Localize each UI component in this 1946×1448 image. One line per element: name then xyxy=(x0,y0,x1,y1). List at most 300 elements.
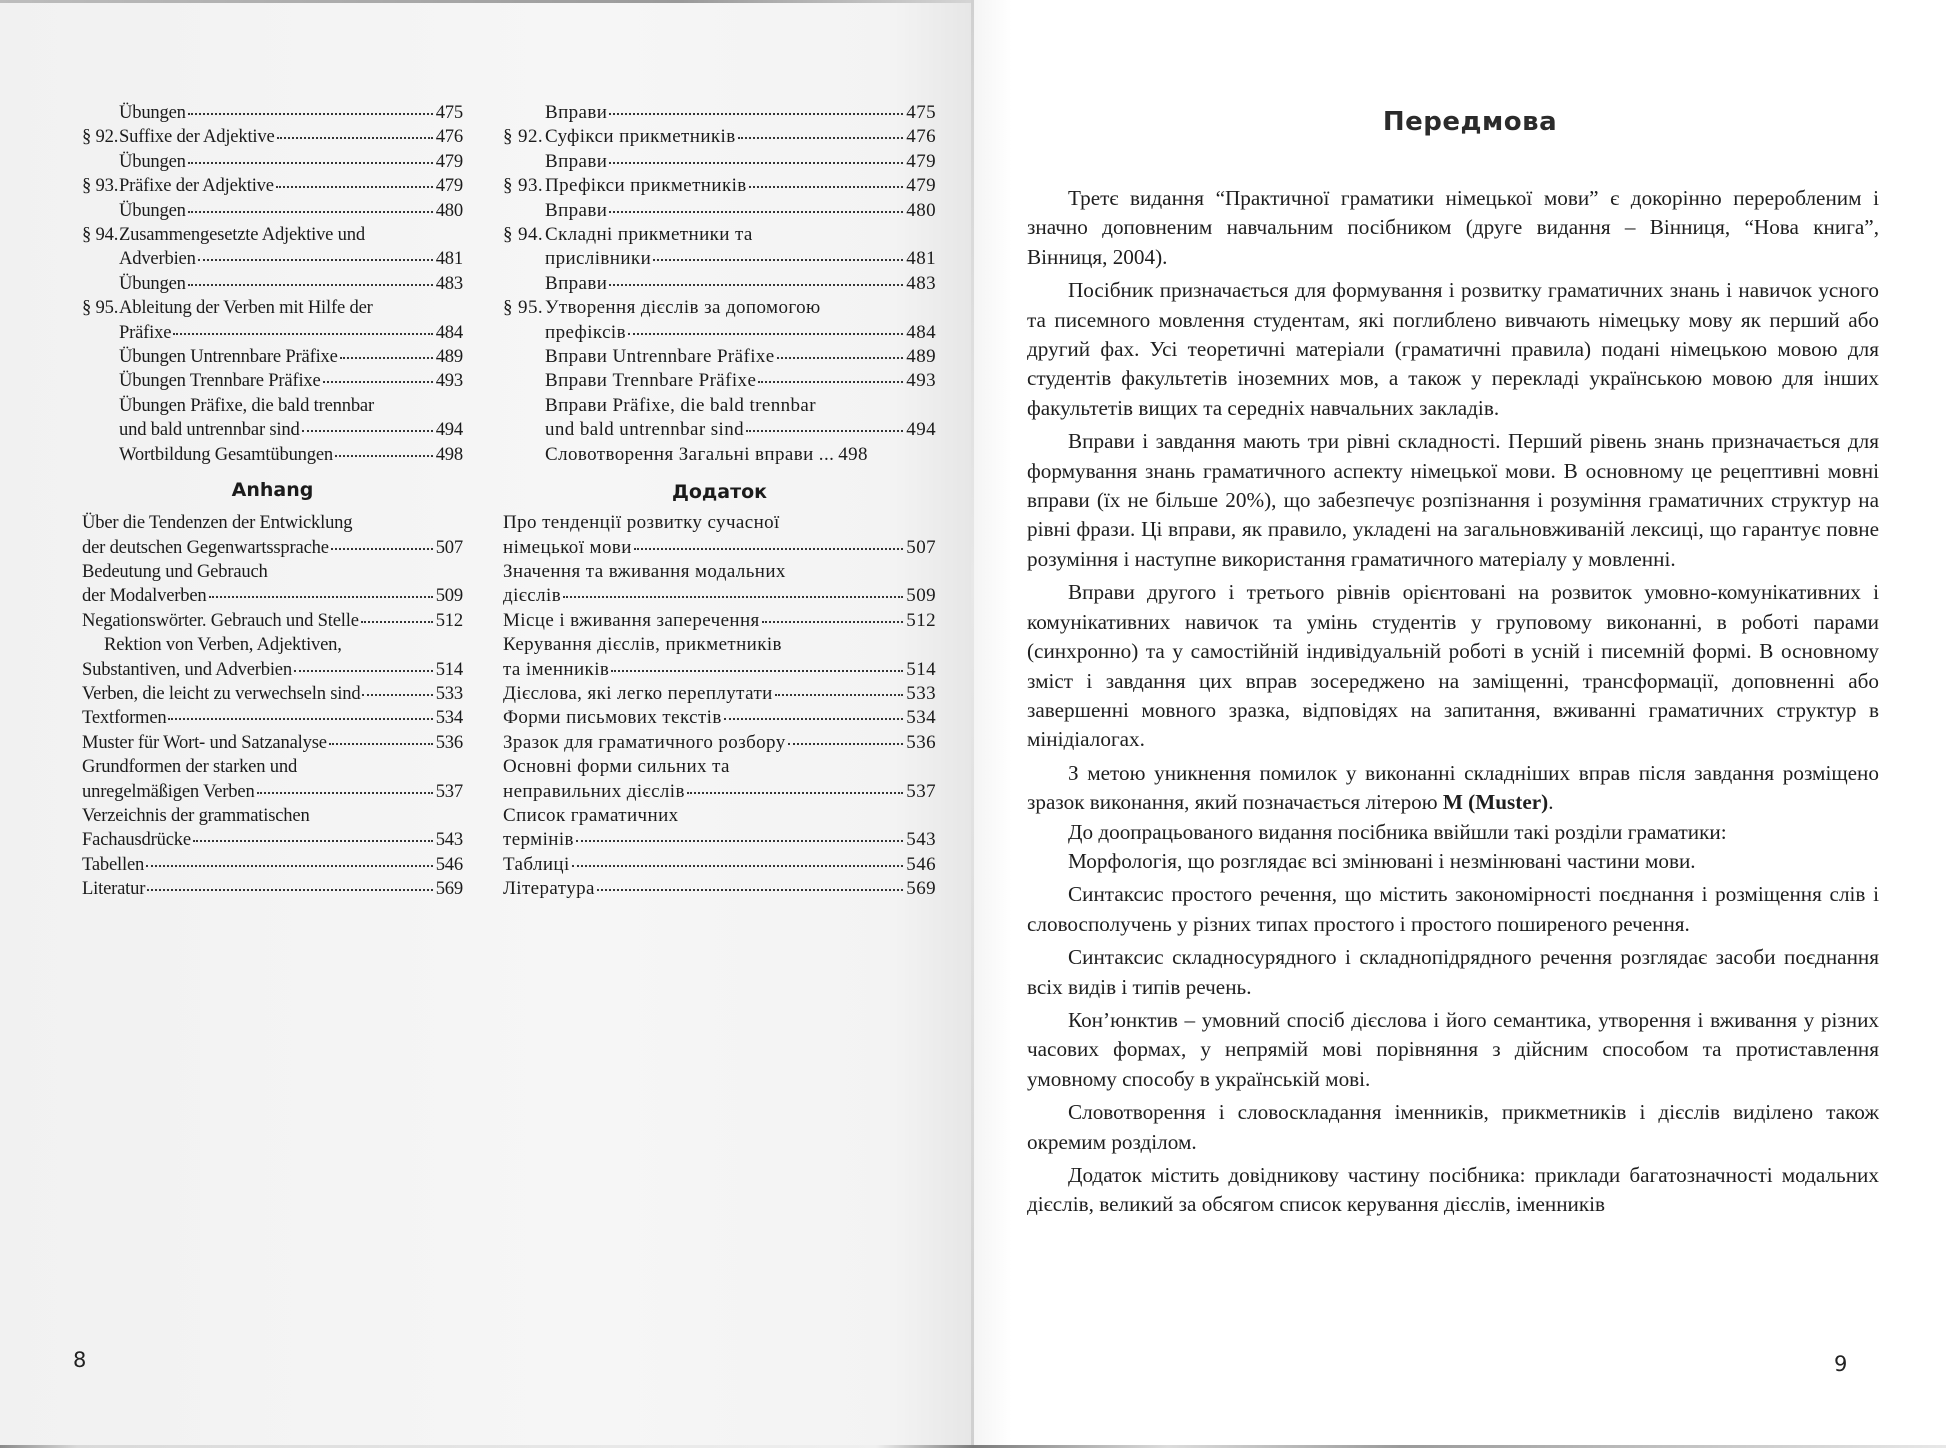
toc-entry-line xyxy=(545,369,936,393)
toc-page-number: 480 xyxy=(435,199,463,221)
toc-dot-leader xyxy=(576,840,903,842)
toc-dot-leader xyxy=(276,186,433,188)
toc-dot-leader xyxy=(294,670,433,672)
toc-entry-line xyxy=(545,443,936,467)
toc-appendix-entry xyxy=(82,682,463,706)
toc-page-number: 512 xyxy=(435,609,463,631)
toc-dot-leader xyxy=(340,357,433,359)
toc-section-number xyxy=(503,345,545,369)
toc-entry-line xyxy=(82,877,463,901)
toc-entry-title: термінів xyxy=(503,829,574,851)
toc-page-number: 476 xyxy=(435,126,463,148)
toc-section-number: § 95. xyxy=(82,297,119,319)
toc-entry xyxy=(82,394,463,443)
toc-entry-title: та іменників xyxy=(503,658,610,680)
toc-entry-line xyxy=(545,272,936,296)
toc-dot-leader xyxy=(609,162,903,164)
toc-appendix-entry xyxy=(503,511,936,560)
toc-entry-body xyxy=(119,199,463,223)
toc-entry-title: Основні форми сильних та xyxy=(503,756,730,778)
muster-label: M (Muster) xyxy=(1442,790,1549,815)
toc-entry-title: Übungen xyxy=(119,199,186,221)
toc-page-number: 479 xyxy=(906,175,936,197)
toc-dot-leader xyxy=(193,840,433,842)
toc-page-number: 480 xyxy=(906,199,936,221)
toc-section-number xyxy=(503,272,545,296)
toc-entry-title: Bedeutung und Gebrauch xyxy=(82,560,268,582)
toc-entry xyxy=(82,369,463,393)
toc-entry xyxy=(82,223,463,272)
toc-page-number: 489 xyxy=(435,346,463,368)
toc-entry-title: Про тенденції розвитку сучасної xyxy=(503,512,780,534)
toc-entry xyxy=(503,223,936,272)
toc-dot-leader xyxy=(746,430,903,432)
toc-page-number: 484 xyxy=(906,321,936,343)
toc-dot-leader xyxy=(777,357,904,359)
toc-entry-line xyxy=(82,706,463,730)
muster-text-before: З метою уникнення помилок у виконанні складніших вправ після завдання розміщено зразок виконання, який позначається літерою xyxy=(1027,760,1879,815)
toc-entry-line xyxy=(503,609,936,633)
toc-page-number: 475 xyxy=(906,102,936,123)
toc-entry-title: Übungen Trennbare Präfixe xyxy=(119,370,321,392)
toc-page-number: 509 xyxy=(435,585,463,607)
toc-entry-title: Wortbildung Gesamtübungen xyxy=(119,443,334,465)
toc-entry-body xyxy=(545,150,936,174)
toc-entry-body xyxy=(545,199,936,223)
toc-dot-leader xyxy=(188,113,433,115)
toc-entry-body xyxy=(119,101,463,125)
preface-paragraph: Додаток містить довідникову частину посібника: приклади багатозначності модальних дієслів, великий за обсягом список керування дієслів, іменників xyxy=(1027,1163,1879,1217)
toc-section-number: § 95. xyxy=(503,297,543,319)
toc-dot-leader xyxy=(361,621,433,623)
muster-text-after: . xyxy=(1548,790,1554,815)
toc-german-appendix-heading: Anhang xyxy=(231,479,314,502)
toc-section-number xyxy=(503,150,545,174)
toc-entry xyxy=(82,150,463,174)
toc-appendix-entry xyxy=(82,755,463,804)
toc-entry xyxy=(82,296,463,345)
toc-entry-title: Вправи xyxy=(545,199,608,221)
toc-entry-title: und bald untrennbar sind xyxy=(545,419,745,441)
toc-page-number: 498 xyxy=(838,443,868,465)
toc-entry-line xyxy=(119,125,463,149)
toc-entry-body xyxy=(545,443,936,467)
preface-paragraph: Посібник призначається для формування і розвитку граматичних знань і навичок усного та писемного мовлення студентам, які поглиблено вивчають німецьку мову як перший або другий фах. Усі теоретичні матеріали (граматичні правила) подані німецькою мовою для студентів факультетів іноземних мов, а також у перекладі українською мовою для інших факультетів вищих та середніх навчальних закладів. xyxy=(1027,278,1879,420)
toc-entry-line xyxy=(82,780,463,804)
toc-page-number: 507 xyxy=(435,536,463,558)
toc-entry-title: Складні прикметники та xyxy=(545,224,753,246)
toc-page-number: 483 xyxy=(906,272,936,294)
toc-section-number xyxy=(82,150,119,174)
toc-entry-body xyxy=(545,296,936,345)
toc-entry-line xyxy=(503,584,936,608)
toc-appendix-entry xyxy=(503,853,936,877)
toc-entry-line xyxy=(82,853,463,877)
toc-entry-body xyxy=(119,272,463,296)
toc-entry-line xyxy=(82,609,463,633)
toc-entry-line xyxy=(82,560,463,584)
toc-entry-line xyxy=(119,369,463,393)
toc-entry-title: Negationswörter. Gebrauch und Stelle xyxy=(82,609,359,631)
toc-entry-title: Список граматичних xyxy=(503,804,679,826)
toc-entry-title: префіксів xyxy=(545,321,626,343)
toc-appendix-entry xyxy=(503,609,936,633)
toc-entry-line xyxy=(545,223,936,247)
book-gutter xyxy=(971,0,974,1448)
toc-dot-leader xyxy=(738,137,904,139)
toc-entry-line xyxy=(545,394,936,418)
toc-dot-leader xyxy=(335,455,433,457)
toc-entry-title: дієслів xyxy=(503,585,562,607)
preface-paragraph: Словотворення і словоскладання іменників, прикметників і дієслів виділено також окремим розділом. xyxy=(1027,1100,1879,1154)
toc-entry xyxy=(82,443,463,467)
toc-entry-title: Форми письмових текстів xyxy=(503,707,722,729)
toc-page-number: 534 xyxy=(906,707,936,729)
toc-page-number: 494 xyxy=(435,419,463,441)
toc-entry-title: Grundformen der starken und xyxy=(82,756,298,778)
toc-entry-title: Übungen xyxy=(119,150,186,172)
toc-section-number xyxy=(82,199,119,223)
toc-page-number: 537 xyxy=(435,780,463,802)
toc-entry-body xyxy=(545,272,936,296)
toc-entry-title: Ableitung der Verben mit Hilfe der xyxy=(119,297,373,319)
toc-ukrainian xyxy=(503,101,936,902)
toc-german-appendix-entries xyxy=(82,511,463,902)
toc-entry-line xyxy=(503,560,936,584)
toc-dot-leader xyxy=(209,596,433,598)
preface-paragraph: Морфологія, що розглядає всі змінювані і незмінювані частини мови. xyxy=(1068,848,1696,873)
toc-entry-line xyxy=(503,682,936,706)
toc-appendix-entry xyxy=(82,804,463,853)
toc-appendix-entry xyxy=(503,755,936,804)
toc-page-number: 569 xyxy=(906,878,936,900)
toc-entry-line xyxy=(545,296,936,320)
toc-entry-line xyxy=(503,853,936,877)
toc-section-number xyxy=(503,199,545,223)
toc-page-number: 512 xyxy=(906,609,936,631)
toc-entry-body xyxy=(545,394,936,443)
toc-appendix-entry xyxy=(503,731,936,755)
toc-section-number xyxy=(82,369,119,393)
page-number-left: 8 xyxy=(73,1348,87,1372)
toc-page-number: 479 xyxy=(906,150,936,172)
toc-entry-title: Вправи Trennbare Präfixe xyxy=(545,370,757,392)
toc-appendix-entry xyxy=(503,804,936,853)
toc-entry xyxy=(503,369,936,393)
toc-entry-title: Вправи xyxy=(545,272,608,294)
toc-section-number xyxy=(503,394,545,443)
toc-section-number: § 92. xyxy=(503,126,543,148)
toc-entry-body xyxy=(545,125,936,149)
toc-dot-leader xyxy=(788,743,904,745)
preface-paragraph: Кон’юнктив – умовний спосіб дієслова і його семантика, утворення і вживання у різних часових формах, у непрямій мові порівняння з дійсним способом та протиставлення умовному способу в українській мові. xyxy=(1027,1007,1879,1091)
toc-entry-line xyxy=(119,199,463,223)
toc-dot-leader xyxy=(188,162,433,164)
toc-appendix-entry xyxy=(503,706,936,730)
toc-entry-line xyxy=(503,633,936,657)
toc-entry-line xyxy=(82,536,463,560)
toc-entry-body xyxy=(119,443,463,467)
toc-entry-body xyxy=(119,223,463,272)
toc-entry-line xyxy=(545,150,936,174)
toc-entry-line xyxy=(545,101,936,125)
toc-appendix-entry xyxy=(82,560,463,609)
toc-entry-title: Вправи xyxy=(545,150,608,172)
preface-body xyxy=(1027,184,1879,1220)
toc-ukrainian-appendix-heading: Додаток xyxy=(671,481,768,504)
toc-page-number: 569 xyxy=(435,878,463,900)
toc-dot-leader xyxy=(147,889,432,891)
toc-page-number: 543 xyxy=(435,829,463,851)
toc-page-number: 479 xyxy=(435,175,463,197)
toc-dot-leader xyxy=(762,621,904,623)
toc-entry xyxy=(503,174,936,198)
toc-entry-line xyxy=(82,682,463,706)
toc-entry-line xyxy=(82,658,463,682)
toc-entry-line xyxy=(503,731,936,755)
toc-entry-line xyxy=(545,247,936,271)
toc-entry-line xyxy=(545,199,936,223)
toc-entry-body xyxy=(545,101,936,125)
toc-entry-title: Übungen Präfixe, die bald trennbar xyxy=(119,394,374,416)
toc-dot-leader xyxy=(749,186,904,188)
toc-entry-title: прислівники xyxy=(545,248,652,270)
toc-appendix-entry xyxy=(82,511,463,560)
toc-entry-line xyxy=(119,101,463,125)
toc-dot-leader xyxy=(611,670,903,672)
toc-dot-leader xyxy=(277,137,433,139)
toc-section-number: § 94. xyxy=(503,224,543,246)
toc-dot-leader xyxy=(597,889,903,891)
toc-entry-title: Muster für Wort- und Satzanalyse xyxy=(82,731,327,753)
toc-dot-leader xyxy=(634,548,904,550)
toc-page-number: 537 xyxy=(906,780,936,802)
toc-entry-line xyxy=(119,394,463,418)
toc-appendix-entry xyxy=(82,731,463,755)
toc-entry-line xyxy=(503,780,936,804)
toc-ukrainian-main-entries xyxy=(503,101,936,467)
toc-page-number: 536 xyxy=(906,731,936,753)
toc-entry-title: Зразок для граматичного розбору xyxy=(503,731,786,753)
toc-page-number: 533 xyxy=(906,682,936,704)
preface-paragraph: Синтаксис простого речення, що містить закономірності поєднання і розміщення слів і словосполучень у різних типах простого і простого поширеного речення. xyxy=(1027,882,1879,936)
toc-entry-line xyxy=(82,633,463,657)
preface-paragraph: Вправи і завдання мають три рівні складності. Перший рівень знань призначається для формування знань граматичного аспекту німецької мови. В основному це рецептивні мовні вправи (їх не більше 20%), що забезпечує розпізнання і розуміння граматичних структур на рівні фрази. Ці вправи, як правило, укладені на загальновживаній лексиці, що гарантує повне розуміння і наступне використання граматичного матеріалу у мовленні. xyxy=(1027,429,1879,571)
toc-page-number: 493 xyxy=(906,370,936,392)
toc-entry-title: Tabellen xyxy=(82,853,145,875)
toc-entry-line xyxy=(119,150,463,174)
toc-entry-title: Verzeichnis der grammatischen xyxy=(82,804,310,826)
toc-page-number: 493 xyxy=(435,370,463,392)
toc-entry-title: Übungen Untrennbare Präfixe xyxy=(119,346,338,368)
toc-dot-leader xyxy=(188,284,433,286)
toc-entry xyxy=(503,345,936,369)
toc-dot-leader xyxy=(687,792,903,794)
toc-entry-title: Значення та вживання модальних xyxy=(503,560,786,582)
preface-paragraph: Вправи другого і третього рівнів орієнтовані на розвиток умовно-комунікативних і комунікативних навичок та умінь студентів у груповому виконанні, в роботі парами (синхронно) та у самостійній індивідуальній роботі в усній і писемній формі. В основному зміст і завдання цих вправ зосереджено на заміщенні, трансформації, доповненні або завершенні мовного зразка, відповідях на запитання, вживанні граматичних структур в мінідіалогах. xyxy=(1027,580,1879,752)
toc-entry-line xyxy=(503,706,936,730)
toc-entry xyxy=(82,174,463,198)
toc-dot-leader xyxy=(188,211,433,213)
toc-entry-line xyxy=(82,584,463,608)
toc-entry-title: Rektion von Verben, Adjektiven, xyxy=(104,634,342,656)
toc-dot-leader xyxy=(609,211,903,213)
toc-entry-line xyxy=(82,511,463,535)
toc-page-number: 484 xyxy=(435,321,463,343)
toc-entry-line xyxy=(119,223,463,247)
toc-dot-leader xyxy=(724,718,904,720)
toc-entry-title: Übungen xyxy=(119,102,186,123)
toc-entry-body xyxy=(545,345,936,369)
toc-entry-title: Суфікси прикметників xyxy=(545,126,736,148)
toc-dot-leader xyxy=(775,694,904,696)
toc-entry-line xyxy=(119,321,463,345)
toc-entry-title: Таблиці xyxy=(503,853,570,875)
toc-section-number: § 92. xyxy=(82,126,119,148)
toc-entry-title: Утворення дієслів за допомогою xyxy=(545,297,821,319)
page-number-right: 9 xyxy=(1834,1352,1848,1376)
toc-page-number: 476 xyxy=(906,126,936,148)
toc-appendix-entry xyxy=(82,609,463,633)
toc-page-number: 498 xyxy=(435,443,463,465)
toc-dot-leader xyxy=(628,333,903,335)
toc-page-number: 546 xyxy=(906,853,936,875)
toc-appendix-entry xyxy=(82,706,463,730)
toc-entry-line xyxy=(119,174,463,198)
toc-entry-line xyxy=(503,511,936,535)
toc-entry-title: Verben, die leicht zu verwechseln sind xyxy=(82,682,361,704)
toc-page-number: 483 xyxy=(435,272,463,294)
toc-entry-title: Substantiven, und Adverbien xyxy=(82,658,292,680)
toc-entry xyxy=(503,101,936,125)
toc-entry-body xyxy=(545,369,936,393)
toc-entry-line xyxy=(82,804,463,828)
toc-entry-line xyxy=(503,804,936,828)
toc-entry-body xyxy=(119,394,463,443)
toc-appendix-entry xyxy=(503,560,936,609)
toc-page-number: 514 xyxy=(906,658,936,680)
toc-entry-body xyxy=(545,223,936,272)
toc-entry-title: німецької мови xyxy=(503,536,632,558)
preface-paragraph-muster xyxy=(1027,759,1879,818)
toc-entry-line xyxy=(545,345,936,369)
toc-entry xyxy=(503,199,936,223)
toc-dot-leader xyxy=(362,694,432,696)
toc-section-number xyxy=(503,443,545,467)
toc-page-number: 533 xyxy=(435,682,463,704)
toc-entry xyxy=(82,199,463,223)
toc-entry-title: Література xyxy=(503,878,595,900)
toc-entry-line xyxy=(503,536,936,560)
preface-title: Передмова xyxy=(1382,107,1558,137)
toc-german xyxy=(82,101,463,902)
toc-entry-line xyxy=(119,272,463,296)
toc-entry xyxy=(503,296,936,345)
toc-page-number: 536 xyxy=(435,731,463,753)
toc-entry-line xyxy=(82,755,463,779)
toc-entry-title: Präfixe der Adjektive xyxy=(119,175,274,197)
toc-entry-line xyxy=(545,125,936,149)
toc-section-number: § 93. xyxy=(503,175,543,197)
toc-dot-leader xyxy=(323,381,433,383)
toc-page-number: 514 xyxy=(435,658,463,680)
toc-entry-title: Literatur xyxy=(82,878,146,900)
toc-entry xyxy=(503,272,936,296)
toc-appendix-entry xyxy=(82,877,463,901)
toc-page-number: 481 xyxy=(435,248,463,270)
toc-entry-title: Zusammengesetzte Adjektive und xyxy=(119,224,365,246)
toc-dot-leader xyxy=(653,259,903,261)
toc-appendix-entry xyxy=(82,633,463,682)
toc-entry-line xyxy=(503,755,936,779)
toc-dot-leader xyxy=(168,718,432,720)
toc-entry-line xyxy=(545,321,936,345)
toc-entry xyxy=(503,394,936,443)
toc-entry-body xyxy=(119,150,463,174)
toc-entry xyxy=(82,101,463,125)
toc-entry-line xyxy=(503,658,936,682)
toc-entry-body xyxy=(119,369,463,393)
toc-section-number xyxy=(82,443,119,467)
toc-section-number xyxy=(82,272,119,296)
toc-dot-leader xyxy=(758,381,903,383)
toc-entry-title: Textformen xyxy=(82,707,167,729)
toc-entry-line xyxy=(119,296,463,320)
toc-dot-leader xyxy=(198,259,433,261)
toc-page-number: 507 xyxy=(906,536,936,558)
toc-page-number: 494 xyxy=(906,419,936,441)
toc-entry-title: Вправи Präfixe, die bald trennbar xyxy=(545,394,816,416)
toc-entry-title: Вправи Untrennbare Präfixe xyxy=(545,346,775,368)
toc-ukrainian-appendix-entries xyxy=(503,511,936,902)
toc-page-number: 509 xyxy=(906,585,936,607)
toc-entry-title: der Modalverben xyxy=(82,585,207,607)
toc-dot-leader xyxy=(572,865,904,867)
toc-section-number: § 93. xyxy=(82,175,119,197)
toc-entry xyxy=(503,443,936,467)
toc-dot-leader xyxy=(302,430,433,432)
toc-entry-line xyxy=(503,877,936,901)
preface-paragraph: Третє видання “Практичної граматики німецької мови” є докорінно переробленим і значно доповненим навчальним посібником (друге видання – Вінниця, “Нова книга”, Вінниця, 2004). xyxy=(1027,186,1879,269)
toc-section-number: § 94. xyxy=(82,224,119,246)
toc-entry-title: Префікси прикметників xyxy=(545,175,747,197)
toc-entry-title: Übungen xyxy=(119,272,186,294)
preface-paragraph: До доопрацьованого видання посібника ввійшли такі розділи граматики: xyxy=(1068,819,1727,844)
toc-entry-line xyxy=(82,731,463,755)
toc-dot-leader xyxy=(146,865,433,867)
preface-paragraph: Синтаксис складносурядного і складнопідрядного речення розглядає засоби поєднання всіх видів і типів речень. xyxy=(1027,945,1879,999)
toc-page-number: 543 xyxy=(906,829,936,851)
toc-page-number: 481 xyxy=(906,248,936,270)
toc-entry xyxy=(82,125,463,149)
toc-section-number xyxy=(503,101,545,125)
toc-section-number xyxy=(82,394,119,443)
toc-entry xyxy=(503,125,936,149)
toc-page-number: 475 xyxy=(435,102,463,123)
toc-section-number xyxy=(82,101,119,125)
toc-entry-body xyxy=(119,296,463,345)
toc-german-main-entries xyxy=(82,101,463,467)
toc-entry-title: Präfixe xyxy=(119,321,172,343)
toc-appendix-entry xyxy=(503,633,936,682)
toc-dot-leader xyxy=(609,284,903,286)
toc-entry-title: Adverbien xyxy=(119,248,196,270)
toc-page-number: 534 xyxy=(435,707,463,729)
toc-entry-line xyxy=(119,345,463,369)
toc-entry-title: der deutschen Gegenwartssprache xyxy=(82,536,329,558)
toc-dot-leader xyxy=(329,743,433,745)
toc-entry-title: und bald untrennbar sind xyxy=(119,419,300,441)
